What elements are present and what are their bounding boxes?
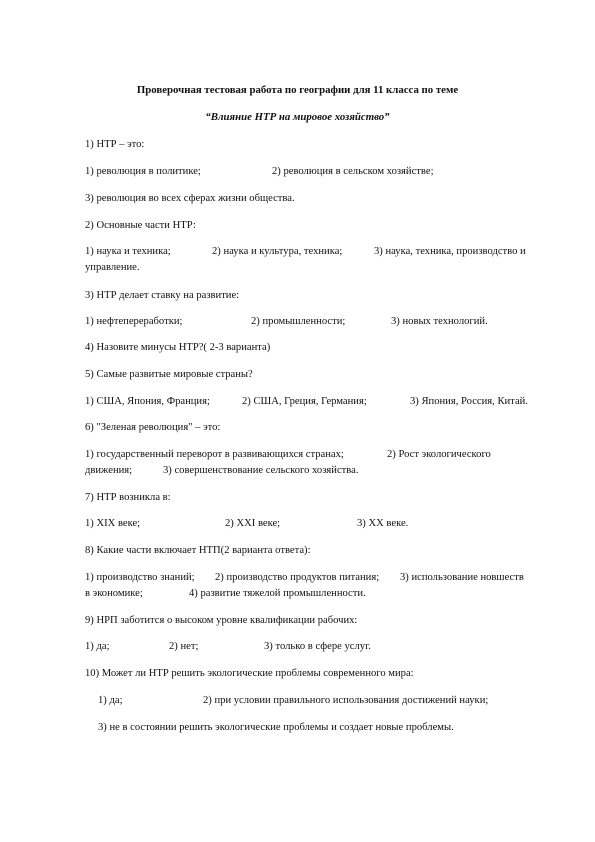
question-6-options-row-2 <box>85 464 359 477</box>
question-7-options <box>85 517 408 530</box>
option: 1) государственный переворот в развивающихся странах; <box>85 449 344 460</box>
option: 3) XX веке. <box>357 518 409 529</box>
question-1-option-3: 3) революция во всех сферах жизни общества. <box>85 193 295 204</box>
option: 3) совершенствование сельского хозяйства. <box>163 465 359 476</box>
option: в экономике; <box>85 588 143 599</box>
option: 3) наука, техника, производство и <box>374 246 526 257</box>
option: 2) нет; <box>169 641 199 652</box>
document-title: Проверочная тестовая работа по географии для 11 класса по теме <box>136 84 459 96</box>
option: движения; <box>85 465 133 476</box>
option: 1) XIX веке; <box>85 518 141 529</box>
question-10-options-row-1 <box>98 694 488 707</box>
option: 3) только в сфере услуг. <box>264 641 371 652</box>
question-6: 6) "Зеленая революция" – это: <box>85 422 221 433</box>
question-8-options-row-2 <box>85 587 366 600</box>
option: 3) Япония, Россия, Китай. <box>410 396 528 407</box>
question-1: 1) НТР – это: <box>85 139 145 150</box>
question-2: 2) Основные части НТР: <box>85 220 196 231</box>
option: 2) при условии правильного использования достижений науки; <box>203 695 489 706</box>
question-6-options-row-1 <box>85 448 491 461</box>
question-2-options-row-2: управление. <box>85 262 140 273</box>
question-10: 10) Может ли НТР решить экологические проблемы современного мира: <box>85 668 414 679</box>
option: 2) Рост экологического <box>387 449 491 460</box>
option: 2) революция в сельском хозяйстве; <box>272 166 434 177</box>
option: 2) промышленности; <box>251 316 346 327</box>
question-1-options-row-1 <box>85 165 434 178</box>
option: 2) XXI веке; <box>225 518 281 529</box>
question-7: 7) НТР возникла в: <box>85 492 171 503</box>
question-3: 3) НТР делает ставку на развитие: <box>85 290 240 301</box>
option: 2) США, Греция, Германия; <box>242 396 367 407</box>
question-8-options-row-1 <box>85 571 524 584</box>
option: 1) да; <box>98 695 123 706</box>
question-2-options-row-1 <box>85 245 526 258</box>
option: 1) производство знаний; <box>85 572 195 583</box>
question-4: 4) Назовите минусы НТР?( 2-3 варианта) <box>85 342 271 353</box>
option: 3) использование новшеств <box>400 572 524 583</box>
question-8: 8) Какие части включает НТП(2 варианта ответа): <box>85 545 311 556</box>
question-5-options <box>85 395 528 408</box>
option: 1) нефтепереработки; <box>85 316 183 327</box>
question-9: 9) НРП заботится о высоком уровне квалификации рабочих: <box>85 615 358 626</box>
option: 2) производство продуктов питания; <box>215 572 380 583</box>
option: 1) США, Япония, Франция; <box>85 396 210 407</box>
option: 1) наука и техника; <box>85 246 171 257</box>
option: 1) да; <box>85 641 110 652</box>
option: 2) наука и культура, техника; <box>212 246 343 257</box>
option: 1) революция в политике; <box>85 166 201 177</box>
document-subtitle: “Влияние НТР на мировое хозяйство” <box>205 111 390 123</box>
question-3-options <box>85 315 488 328</box>
question-9-options <box>85 640 371 653</box>
option: 4) развитие тяжелой промышленности. <box>189 588 366 599</box>
question-10-option-3: 3) не в состоянии решить экологические проблемы и создает новые проблемы. <box>98 722 454 733</box>
question-5: 5) Самые развитые мировые страны? <box>85 369 253 380</box>
option: 3) новых технологий. <box>391 316 488 327</box>
